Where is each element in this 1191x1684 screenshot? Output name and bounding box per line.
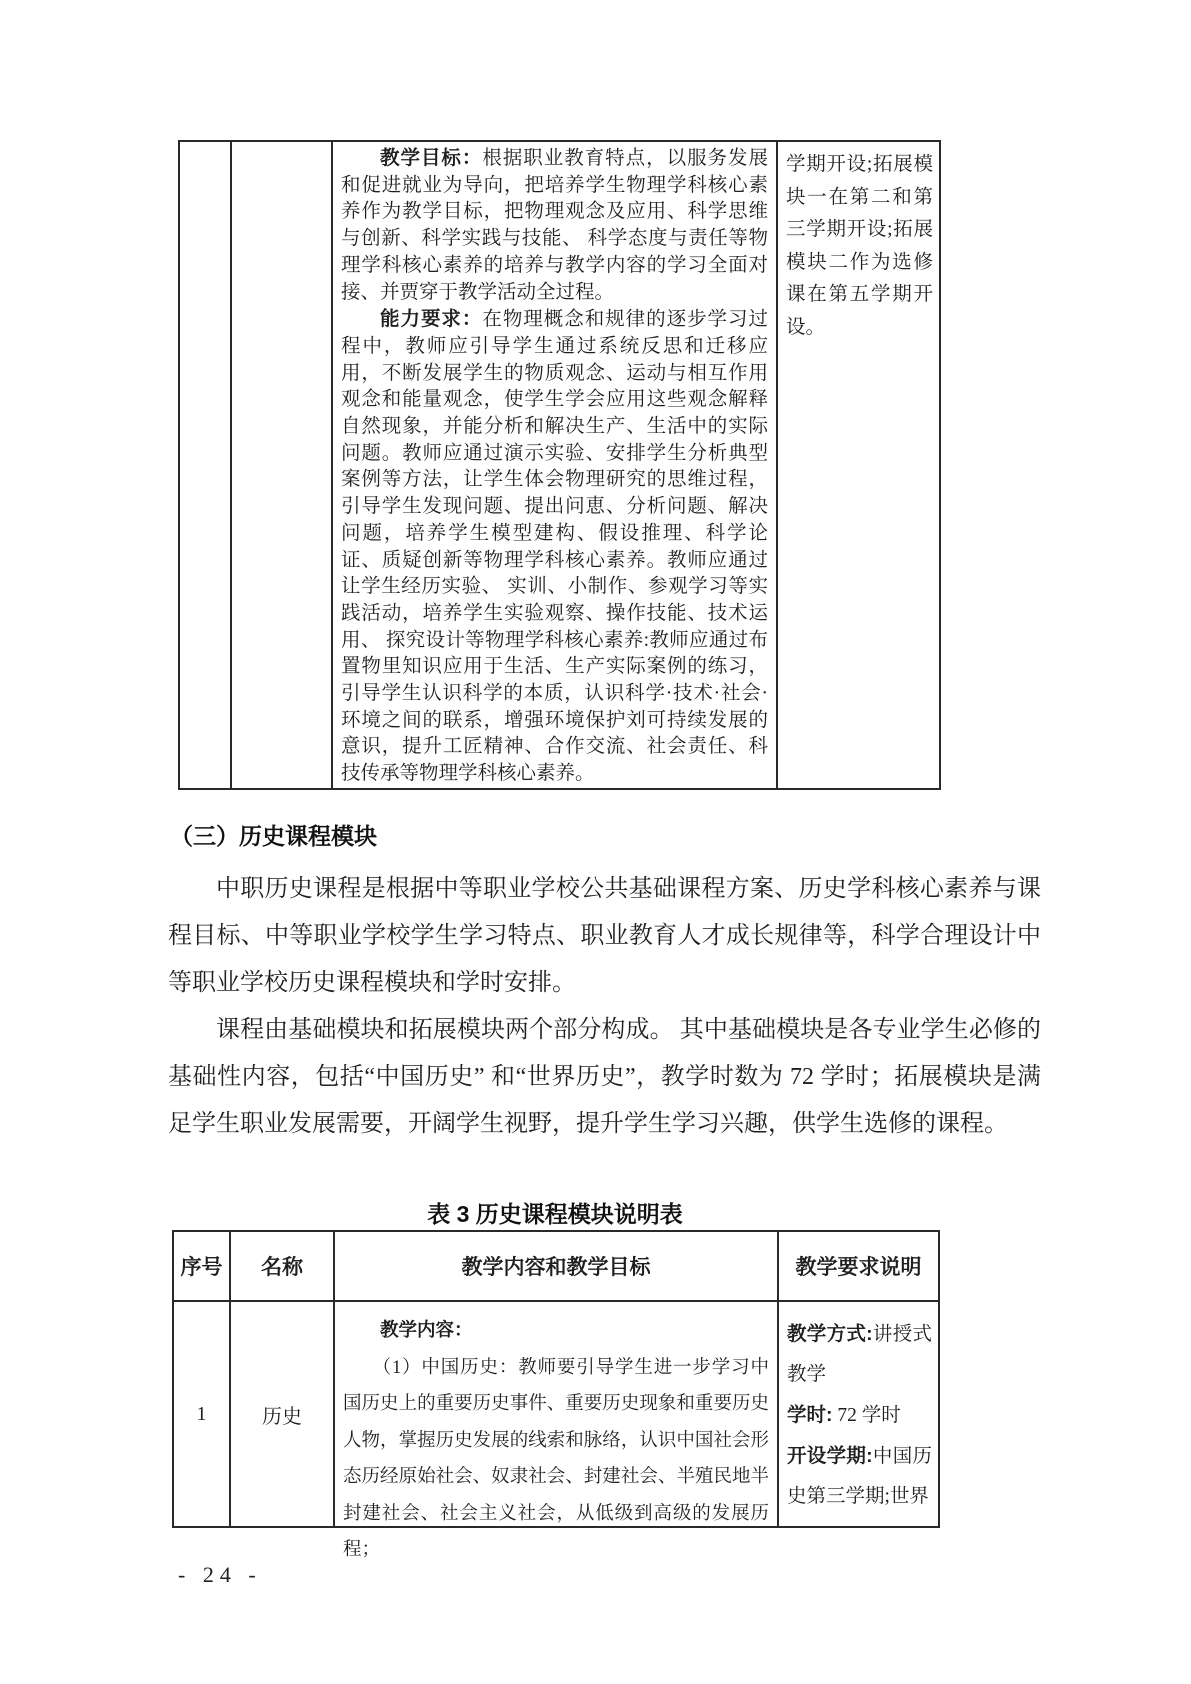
table-header-row	[173, 1231, 939, 1301]
name-cell-empty	[231, 141, 332, 789]
header-number: 序号	[173, 1231, 230, 1301]
row-name-cell: 历史	[230, 1301, 334, 1527]
row-requirements-cell	[778, 1301, 939, 1527]
req-semester-label: 开设学期:	[787, 1445, 873, 1467]
row-number-cell: 1	[173, 1301, 230, 1527]
ability-requirements-paragraph	[341, 306, 768, 788]
teaching-requirements-cell	[777, 141, 940, 789]
ability-requirements-text: 在物理概念和规律的逐步学习过程中，教师应引导学生通过系统反思和迁移应用，不断发展学生的物质观念、运动与相互作用观念和能量观念，使学生学会应用这些观念解释自然现象，并能分析和解决生产、生活中的实际问题。教师应通过演示实验、安排学生分析典型案例等方法，让学生体会物理研究的思维过程， 引导学生发现问题、提出问恵、分析问题、解决问题，培养学生模型建构、假设推理、科学论证、质疑创新等物理学科核心素养。教师应通过让学生经历实验、 实训、小制作、参观学习等实践活动，培养学生实验观察、操作技能、技术运用、 探究设计等物理学科核心素养:教师应通过布置物里知识应用于生活、生产实际案例的练习，引导学生认识科学的本质，认识科学·技术·社会·环境之间的联系，增强环境保护刘可持续发展的意识，提升工匠精神、合作交流、社会责任、科技传承等物理学科核心素养。	[341, 309, 768, 785]
table3-title: 表 3 历史课程模块说明表	[427, 1201, 683, 1227]
physics-module-table	[178, 140, 941, 790]
req-semester-text: 中国历史第三学期;世界	[787, 1446, 932, 1507]
semester-offering-text: 学期开设;拓展模块一在第二和第三学期开设;拓展模块二作为选修课在第五学期开设。	[786, 154, 933, 338]
req-method-text: 讲授式教学	[787, 1324, 932, 1385]
req-method-label: 教学方式:	[787, 1323, 873, 1345]
section-heading: （三）历史课程模块	[170, 823, 377, 849]
content-label	[343, 1312, 769, 1350]
teaching-objectives-label: 教学目标：	[380, 147, 483, 169]
req-semester	[787, 1436, 932, 1517]
row-content-cell	[334, 1301, 778, 1560]
history-module-table	[172, 1230, 940, 1560]
req-method	[787, 1314, 932, 1395]
teaching-content-cell	[332, 141, 777, 789]
header-requirements: 教学要求说明	[778, 1231, 939, 1301]
history-modules-paragraph: 课程由基础模块和拓展模块两个部分构成。 其中基础模块是各专业学生必修的基础性内容，包括“中国历史” 和“世界历史”，教学时数为 72 学时；拓展模块是满足学生职业发展需要，开阔学生视野，提升学生学习兴趣，供学生选修的课程。	[168, 1017, 1041, 1137]
header-name: 名称	[230, 1231, 334, 1301]
header-content-objectives: 教学内容和教学目标	[334, 1231, 778, 1301]
teaching-objectives-paragraph	[341, 145, 768, 306]
requirements-clip	[787, 1314, 932, 1524]
table-row	[173, 1301, 939, 1527]
req-hours-text: 72 学时	[832, 1405, 901, 1426]
content-label-text: 教学内容：	[380, 1319, 473, 1340]
history-intro-paragraph: 中职历史课程是根据中等职业学校公共基础课程方案、历史学科核心素养与课程目标、中等职业学校学生学习特点、职业教育人才成长规律等，科学合理设计中等职业学校历史课程模块和学时安排。	[168, 876, 1041, 996]
index-cell-empty	[179, 141, 231, 789]
teaching-objectives-text: 根据职业教育特点，以服务发展和促进就业为导向，把培养学生物理学科核心素养作为教学目标，把物理观念及应用、科学思维与创新、科学实践与技能、 科学态度与责任等物理学科核心素养的培养与教学内容的学习全面对接、并贾穿于教学活动全过程。	[341, 148, 768, 303]
req-hours	[787, 1395, 932, 1436]
req-hours-label: 学时:	[787, 1404, 833, 1426]
section-body	[168, 866, 1041, 1148]
ability-requirements-label: 能力要求：	[380, 308, 483, 331]
content-clip	[343, 1312, 769, 1560]
content-text: （1）中国历史：教师要引导学生进一步学习中国历史上的重要历史事件、重要历史现象和重要历史人物，掌握历史发展的线索和脉络，认识中国社会形态历经原始社会、奴隶社会、封建社会、半殖民地半封建社会、社会主义社会，从低级到高级的发展历程；	[343, 1357, 769, 1560]
page-number: - 24 -	[178, 1562, 262, 1587]
table-row	[179, 141, 940, 789]
